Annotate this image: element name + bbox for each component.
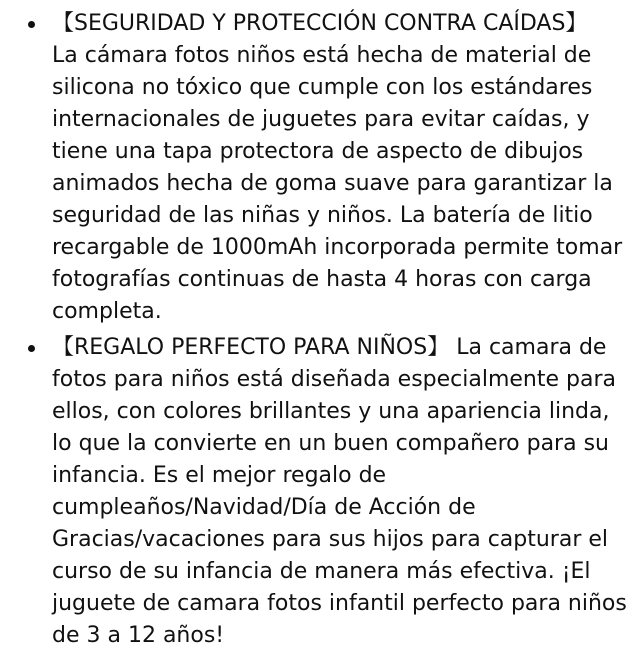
bullet-body: La camara de fotos para niños está diseñada especialmente para ellos, con colores brillantes y una apariencia linda, lo que la convierte en un buen compañero para su infancia. Es el mejor regalo de cumpleaños/Navidad/Día de Acción de Gracias/vacaciones para sus hijos para capturar el curso de su infancia de manera más efectiva. ¡El juguete de camara fotos infantil perfecto para niños de 3 a 12 años! — [52, 335, 627, 648]
feature-bullet-safety — [28, 8, 630, 328]
bullet-body: La cámara fotos niños está hecha de material de silicona no tóxico que cumple con los estándares internacionales de juguetes para evitar caídas, y tiene una tapa protectora de aspecto de dibujos animados hecha de goma suave para garantizar la seguridad de las niñas y niños. La batería de litio recargable de 1000mAh incorporada permite tomar fotografías continuas de hasta 4 horas con carga completa. — [52, 43, 623, 324]
bullet-dot-icon — [28, 345, 35, 352]
feature-bullet-gift — [28, 332, 630, 652]
bullet-dot-icon — [28, 21, 35, 28]
bullet-heading: 【REGALO PERFECTO PARA NIÑOS】 — [52, 335, 450, 360]
bullet-heading: 【SEGURIDAD Y PROTECCIÓN CONTRA CAÍDAS】 — [52, 11, 588, 36]
